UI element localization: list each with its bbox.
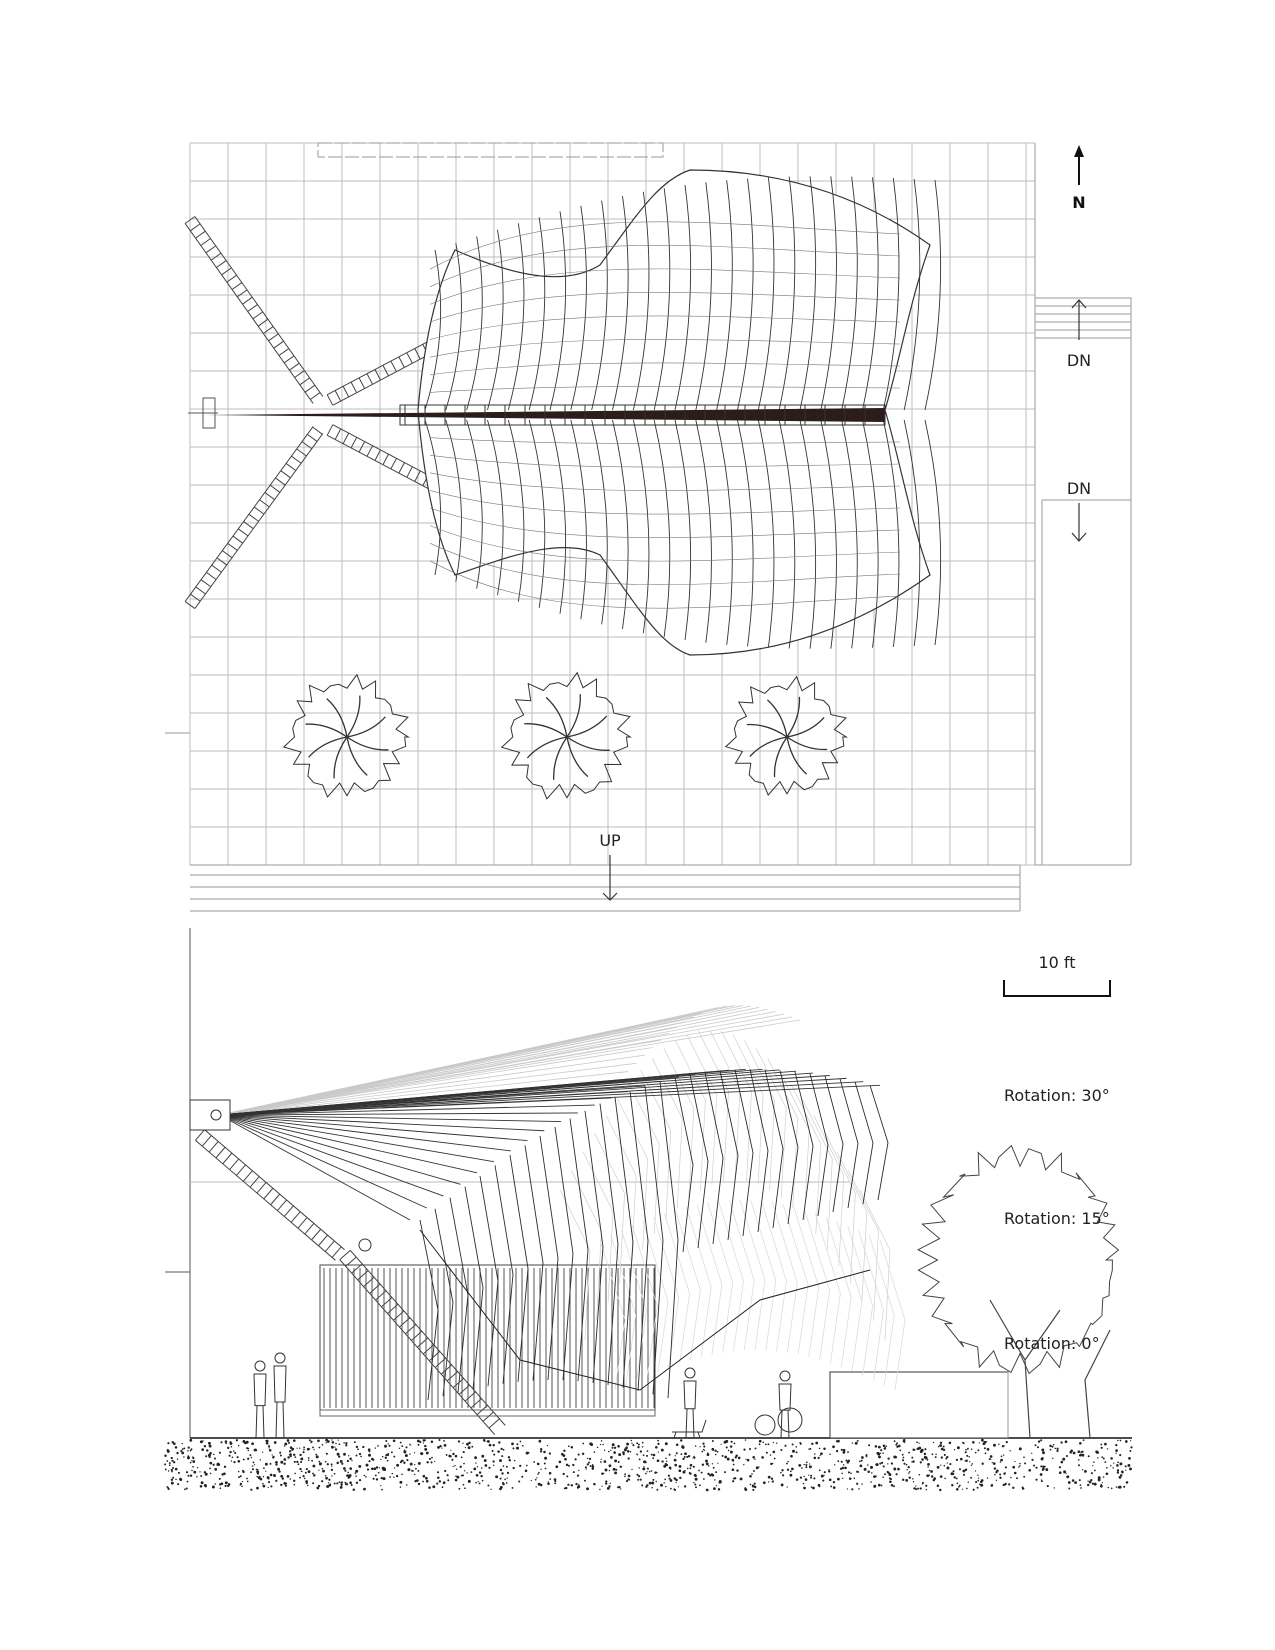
elevation-ground xyxy=(165,1438,1132,1490)
step-arrow-down-icon xyxy=(603,855,617,900)
scale-bar xyxy=(1004,980,1110,996)
scale-bar-label: 10 ft xyxy=(1038,953,1076,972)
stair-label-up: UP xyxy=(599,831,621,850)
north-arrow-icon xyxy=(1074,145,1084,185)
stair-arrow-up-icon xyxy=(1072,300,1086,340)
stair-label-dn-lower: DN xyxy=(1066,479,1092,498)
plan-terrace xyxy=(1035,143,1131,865)
rotation-label-15: Rotation: 15° xyxy=(1004,1209,1110,1228)
stair-label-dn-upper: DN xyxy=(1066,351,1092,370)
elevation-planter xyxy=(830,1372,1008,1438)
elevation-view xyxy=(164,928,1133,1491)
plan-trees xyxy=(284,673,847,799)
plan-bench xyxy=(318,143,663,157)
elevation-louvered-wall xyxy=(320,1265,655,1410)
rotation-label-30: Rotation: 30° xyxy=(1004,1086,1110,1105)
plan-view xyxy=(165,143,1131,911)
rotation-label-0: Rotation: 0° xyxy=(1004,1334,1100,1353)
north-label: N xyxy=(1072,193,1086,212)
plan-steps xyxy=(165,733,1020,911)
stair-arrow-down-icon xyxy=(1072,503,1086,541)
